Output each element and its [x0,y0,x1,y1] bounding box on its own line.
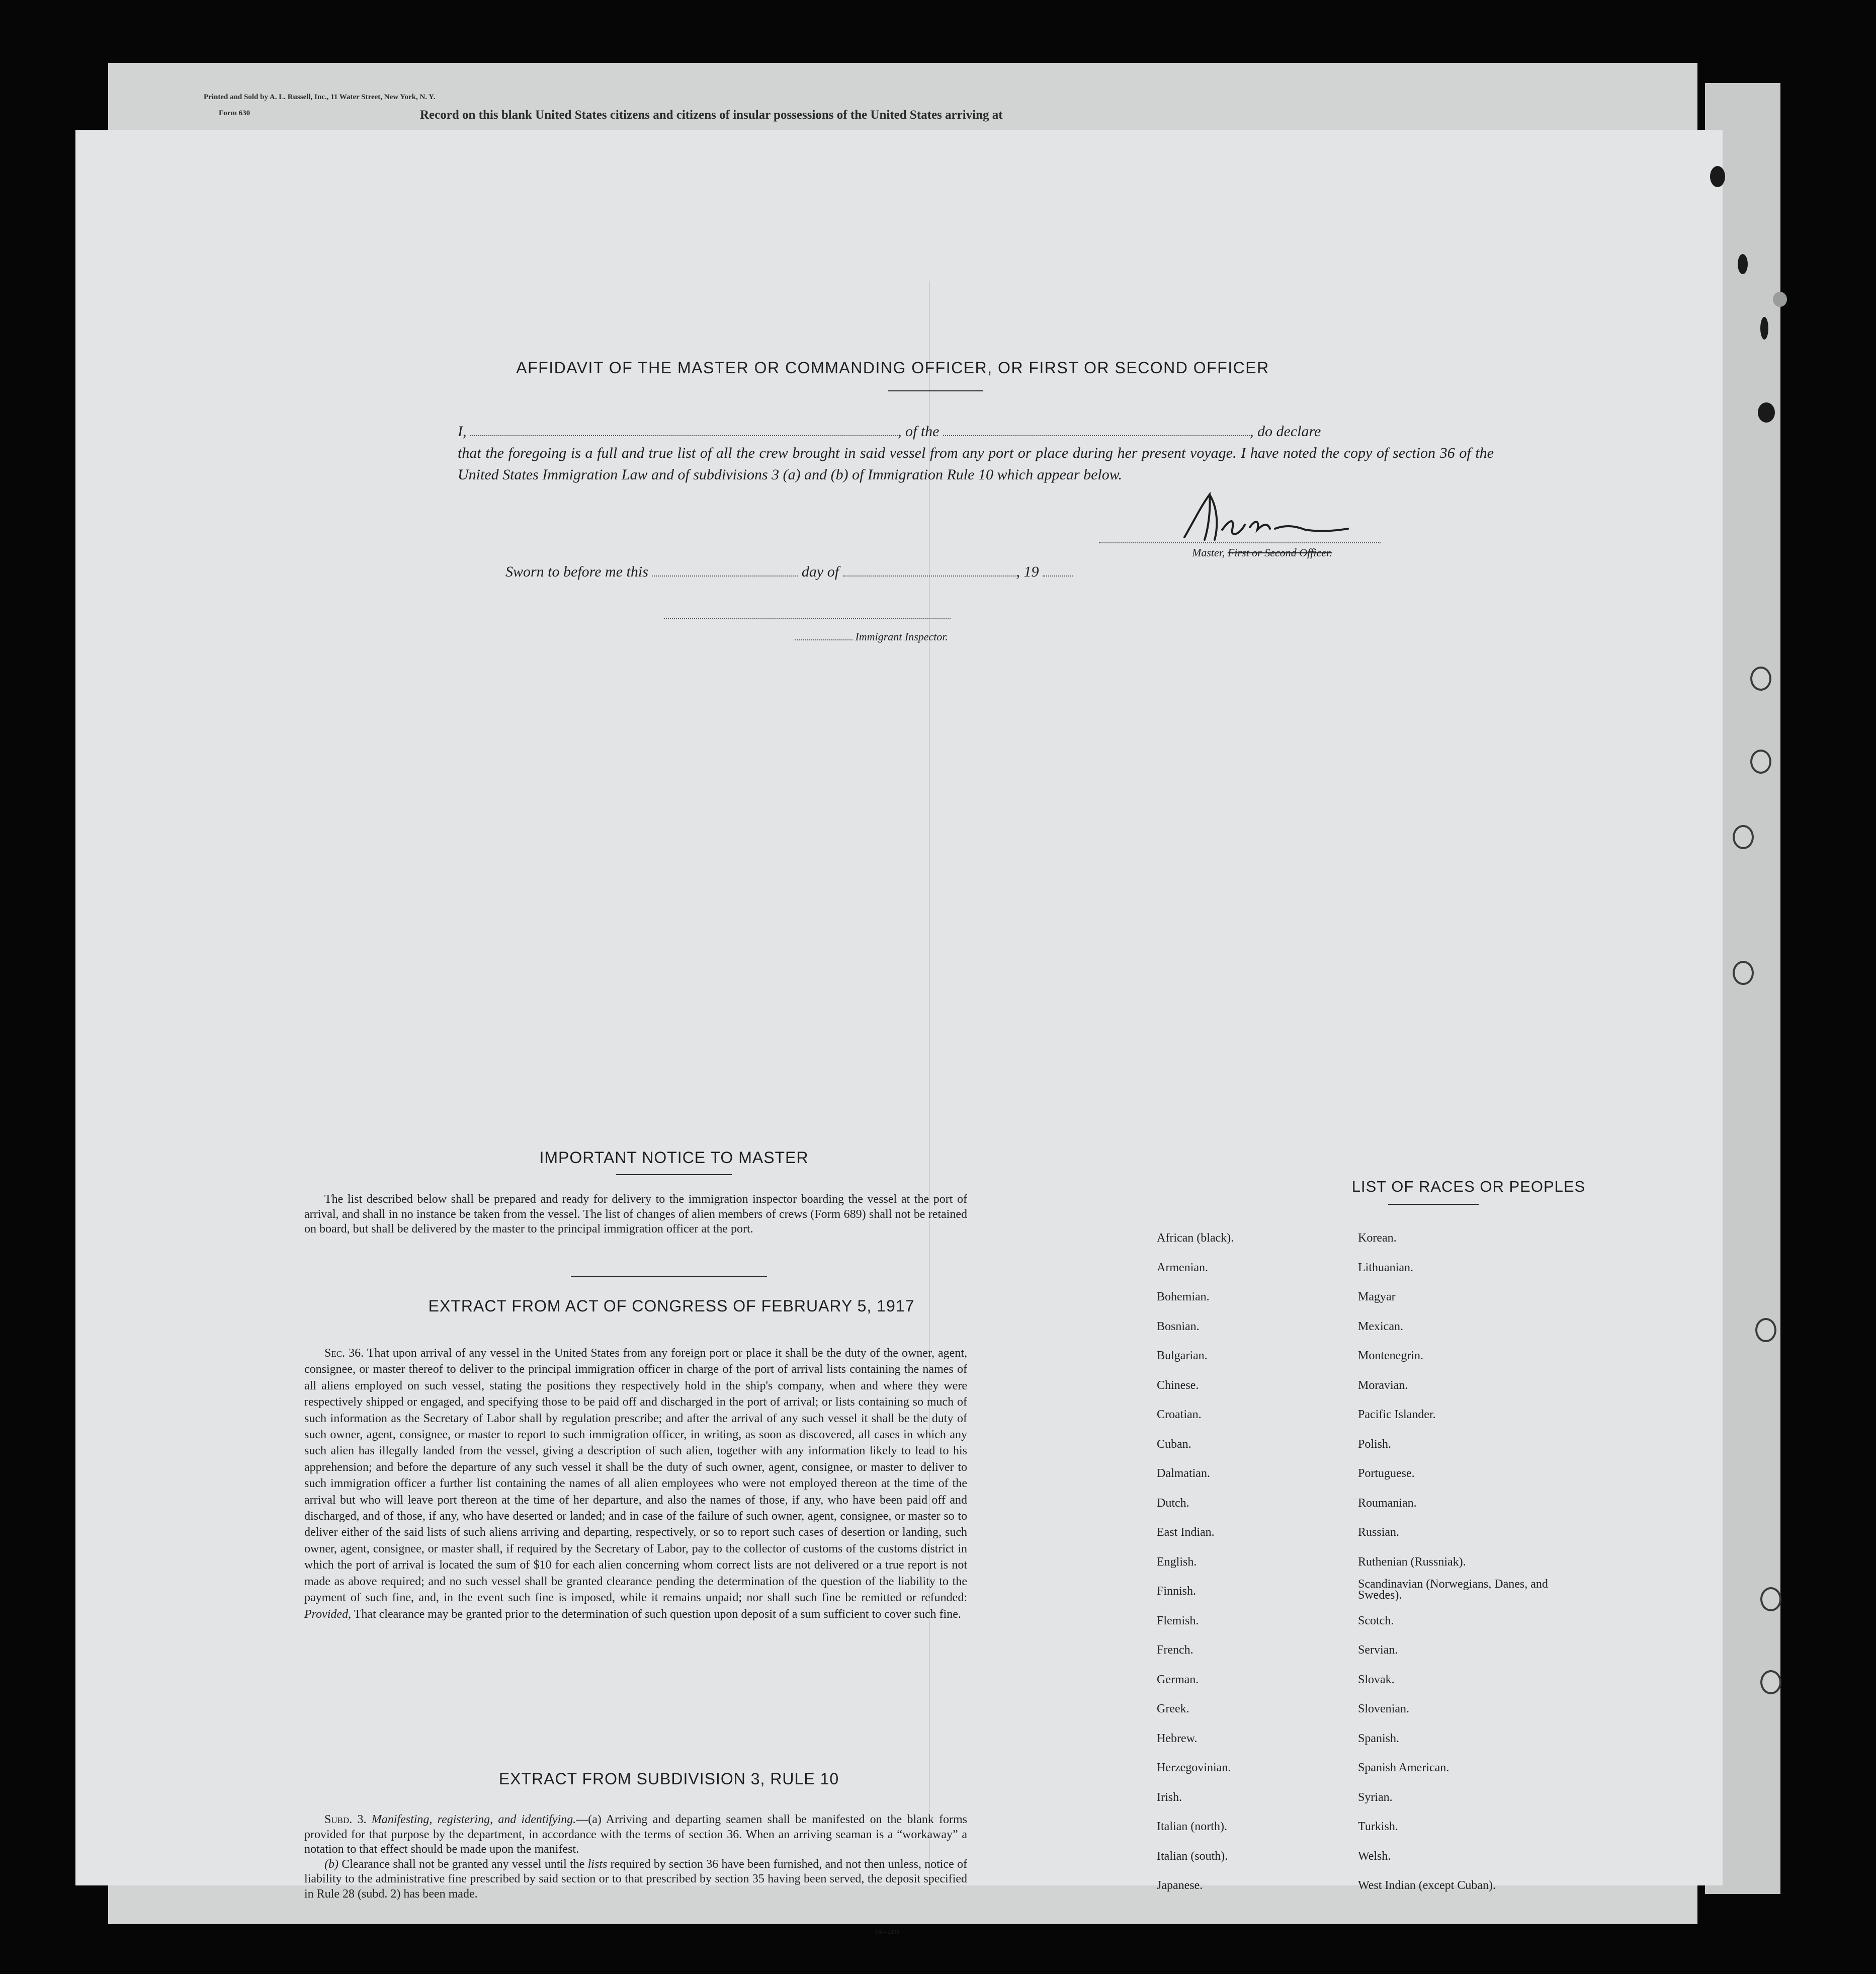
races-title: LIST OF RACES OR PEOPLES [1351,1178,1586,1195]
signature-caption-struck: First or Second Officer. [1227,546,1332,559]
print-code: 18—5299 [875,1928,899,1935]
race-item: Lithuanian. [1358,1261,1413,1274]
binding-hole [1760,1587,1781,1611]
race-item: Finnish. [1157,1585,1197,1598]
affidavit-title-rule [888,390,983,391]
inspector-signature-line [664,618,951,619]
section-text: That upon arrival of any vessel in the United States from any foreign port or place it shall be the duty of the owner, agent, consignee, or master thereof to deliver to the principal immigration officer in charge of the port of arrival lists containing the names of all aliens employed on such vessel, stating the positions they respectively hold in the ship's company, when and where they were respectively shipped or engaged, and specifying those to be paid off and discharged in the port of arrival; or lists containing so much of such information as the Secretary of Labor shall by regulation prescribe; and after the arrival of any such vessel it shall be the duty of such owner, agent, consignee, or master to report to such immigration officer, in writing, as soon as discovered, all cases in which any such alien has illegally landed from the vessel, giving a description of such alien, together with any information likely to lead to his apprehension; and before the departure of any such vessel it shall be the duty of such owner, agent, consignee, or master to deliver to such immigration officer a further list containing the names of all alien employees who were not employed thereon at the time of the arrival but who will leave port thereon at the time of her departure, and also the names of those, if any, who have been paid off and discharged, and of those, if any, who have deserted or landed; and in case of the failure of such owner, agent, consignee, or master so to deliver either of the said lists of such aliens arriving and departing, respectively, or so to report such cases of desertion or landing, such owner, agent, consignee, or master shall, if required by the Secretary of Labor, pay to the collector of customs of the customs district in which the port of arrival is located the sum of $10 for each alien concerning whom correct lists are not delivered or a true report is not made as above required; and no such vessel shall be granted clearance pending the determination of the question of the liability to the payment of such fine, and, in the event such fine is imposed, while it remains unpaid; nor shall such fine be remitted or refunded: [304,1347,967,1605]
race-item: Armenian. [1157,1261,1208,1274]
vessel-blank [943,428,1250,436]
race-item: Montenegrin. [1358,1349,1423,1362]
race-item: Spanish. [1358,1732,1400,1745]
page-fold-line [929,281,930,1875]
race-item: Moravian. [1358,1378,1408,1392]
race-item: Bulgarian. [1157,1349,1208,1362]
extract-rule-title: EXTRACT FROM SUBDIVISION 3, RULE 10 [498,1770,839,1788]
ink-speck [1760,317,1768,340]
race-item: Roumanian. [1358,1496,1417,1510]
race-item: Polish. [1358,1437,1392,1451]
race-item: English. [1157,1555,1197,1569]
races-column-1 [1157,1223,1234,1901]
ink-speck [1758,402,1775,423]
race-item: Herzegovinian. [1157,1761,1231,1774]
notice-divider [571,1276,767,1277]
notice-title-rule [616,1174,732,1175]
record-heading: Record on this blank United States citizens and citizens of insular possessions of the United States arriving at [420,108,1003,122]
sworn-year-blank [1043,568,1073,577]
extract-act-title: EXTRACT FROM ACT OF CONGRESS OF FEBRUARY 5, 1917 [428,1297,915,1315]
binding-hole [1760,1670,1781,1694]
ink-speck [1710,166,1725,187]
sworn-month-blank [843,568,1016,577]
sworn-day-of: day of [801,563,839,580]
document-page [75,130,1723,1935]
ink-speck [1773,292,1787,307]
race-item: Hebrew. [1157,1732,1198,1745]
binding-hole [1733,961,1754,985]
race-item: German. [1157,1673,1199,1686]
sworn-day-blank [652,568,798,577]
proviso-text: That clearance may be granted prior to the determination of such question upon deposit of a sum sufficient to cover such fine. [354,1607,961,1621]
race-item: Chinese. [1157,1378,1199,1392]
printer-imprint: Printed and Sold by A. L. Russell, Inc., 11 Water Street, New York, N. Y. [204,93,436,101]
sworn-line [505,563,1073,581]
race-item: Italian (south). [1157,1849,1228,1863]
extract-act-body [304,1345,967,1622]
handwritten-signature [1174,489,1355,545]
race-item: Magyar [1358,1290,1396,1303]
race-item: Mexican. [1358,1320,1403,1333]
race-item: Scandinavian (Norwegians, Danes, and Swedes). [1358,1578,1548,1602]
affidavit-statement: that the foregoing is a full and true list of all the crew brought in said vessel from any port or place during her present voyage. I have noted the copy of section 36 of the United States Immigration Law and of subdivisions 3 (a) and (b) of Immigration Rule 10 which appear below. [458,445,1494,483]
race-item: East Indian. [1157,1526,1215,1539]
race-item: West Indian (except Cuban). [1358,1879,1496,1892]
subd-heading: Manifesting, registering, and identifying. [371,1813,576,1826]
extract-rule-body [304,1813,967,1902]
para-b-post: required by section 36 have been furnished, and not then unless, notice of liability to the administrative fine prescribed by said section or to that prescribed by section 35 having been served, the deposit specified in Rule 28 (subd. 2) has been made. [304,1857,968,1901]
race-item: Italian (north). [1157,1820,1227,1833]
race-item: Russian. [1358,1526,1400,1539]
subd-label: Subd. 3. [324,1813,367,1826]
race-item: Welsh. [1358,1849,1391,1863]
proviso-word: Provided, [304,1607,352,1621]
para-b-label: (b) [324,1857,338,1871]
race-item: Dutch. [1157,1496,1189,1510]
binding-hole [1755,1318,1776,1342]
race-item: Pacific Islander. [1358,1408,1436,1421]
signature-caption [1192,546,1332,559]
affidavit-i: I, [458,423,467,440]
race-item: Irish. [1157,1790,1182,1804]
race-item: Flemish. [1157,1614,1199,1627]
signature-caption-master: Master, [1192,546,1225,559]
affidavit-title: AFFIDAVIT OF THE MASTER OR COMMANDING OFFICER, OR FIRST OR SECOND OFFICER [516,359,1269,377]
notice-title: IMPORTANT NOTICE TO MASTER [539,1148,809,1167]
notice-body: The list described below shall be prepared and ready for delivery to the immigration inspector boarding the vessel at the port of arrival, and shall in no instance be taken from the vessel. The list of changes of alien members of crews (Form 689) shall not be retained on board, but shall be delivered by the master to the principal immigration officer at the port. [304,1193,967,1236]
race-item: Syrian. [1358,1790,1393,1804]
signature-line [1099,542,1381,543]
race-item: Portuguese. [1358,1467,1415,1480]
race-item: Spanish American. [1358,1761,1449,1774]
inspector-caption [795,630,948,643]
inspector-dots [795,635,852,640]
race-item: Turkish. [1358,1820,1398,1833]
races-column-2 [1358,1223,1549,1901]
ink-speck [1738,254,1748,274]
form-number: Form 630 [219,109,250,117]
binding-hole [1750,667,1771,691]
rule-para-a: —(a) Arriving and departing seamen shall be manifested on the blank forms provided for that purpose by the department, in accordance with the terms of section 36. When an arriving seaman is a “workaway” a notation to that effect should be made upon the manifest. [304,1813,967,1856]
race-item: Slovak. [1358,1673,1395,1686]
sworn-text: Sworn to before me this [505,563,648,580]
affidavit-of-the: , of the [898,423,940,440]
sworn-year: , 19 [1016,563,1039,580]
race-item: Korean. [1358,1231,1397,1245]
race-item: Bohemian. [1157,1290,1210,1303]
race-item: Servian. [1358,1643,1398,1657]
rule-paragraph-a [304,1813,967,1857]
affidavit-declaration-line [458,421,1494,442]
para-b-pre: Clearance shall not be granted any vessel until the [342,1857,585,1871]
binding-hole [1750,750,1771,774]
race-item: Bosnian. [1157,1320,1200,1333]
name-blank [470,428,898,436]
affidavit-body [458,421,1494,485]
section-label: Sec. 36. [324,1347,364,1360]
binding-hole [1733,825,1754,849]
rule-paragraph-b [304,1857,967,1902]
race-item: African (black). [1157,1231,1234,1245]
race-item: Ruthenian (Russniak). [1358,1555,1466,1569]
affidavit-declare: , do declare [1250,423,1321,440]
race-item: Scotch. [1358,1614,1394,1627]
races-title-rule [1388,1204,1479,1205]
race-item: Dalmatian. [1157,1467,1210,1480]
inspector-label: Immigrant Inspector. [855,630,949,643]
race-item: Croatian. [1157,1408,1202,1421]
race-item: Japanese. [1157,1879,1203,1892]
race-item: Greek. [1157,1702,1189,1715]
race-item: Cuban. [1157,1437,1191,1451]
race-item: French. [1157,1643,1193,1657]
race-item: Slovenian. [1358,1702,1409,1715]
para-b-lists: lists [587,1857,608,1871]
